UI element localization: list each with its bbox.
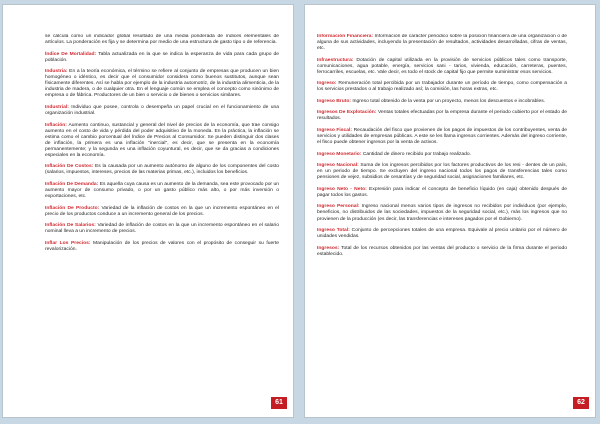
glossary-definition: Es aquella cuya causa es un aumento de la demanda, sea este provocado por un aumento mayor de consumo privado, o por un gasto público más alto, o por más inversión o exportaciones, etc. bbox=[45, 181, 279, 199]
glossary-definition: Cantidad de dinero recibido por trabajo realizado. bbox=[361, 151, 471, 157]
glossary-entry bbox=[317, 187, 567, 199]
right-page bbox=[304, 4, 596, 418]
glossary-entry bbox=[45, 123, 279, 159]
glossary-entry bbox=[317, 58, 567, 76]
glossary-definition: Recaudación del fisco que provienen de los pagos de impuestos de los contribuyentes, venta de servicios y utilidades de empresas públicas. A este se les llama ingresos corrientes. Además del ingreso corriente, el fisco puede obtener ingresos por la venta de activos. bbox=[317, 128, 567, 146]
glossary-term: Índice De Mortalidad: bbox=[45, 51, 97, 57]
glossary-term: Inflación: bbox=[45, 122, 67, 128]
glossary-term: Industria: bbox=[45, 69, 68, 75]
glossary-definition: Manipulación de los precios de valores con el propósito de conseguir su fuerte revalorización. bbox=[45, 240, 279, 252]
glossary-entry bbox=[317, 81, 567, 93]
left-page-content bbox=[45, 34, 279, 395]
glossary-term: Inflación De Salarios: bbox=[45, 223, 96, 229]
glossary-term: Ingreso Total: bbox=[317, 228, 350, 234]
glossary-term: Ingreso Bruto: bbox=[317, 98, 352, 104]
glossary-entry bbox=[45, 206, 279, 218]
glossary-definition: Total de los recursos obtenidos por las ventas del producto o servicio de la firma durante el periodo establecido. bbox=[317, 245, 567, 257]
left-page bbox=[2, 4, 294, 418]
glossary-definition: Ventas totales efectuadas por la empresa durante el periodo cubierto por el estado de resultados. bbox=[317, 110, 567, 122]
glossary-definition: Información de carácter periódico sobre la posición financiera de una organización o de alguna de sus actividades, incluyendo la presentación de resultados, actividades desarrolladas, cifras de ventas, etc. bbox=[317, 34, 567, 52]
glossary-entry bbox=[45, 34, 279, 46]
glossary-term: Ingreso Nacional: bbox=[317, 163, 359, 169]
glossary-term: Inflación De Demanda: bbox=[45, 181, 99, 187]
glossary-entry bbox=[317, 34, 567, 52]
glossary-term: Inflación De Producto: bbox=[45, 205, 100, 211]
glossary-entry bbox=[317, 246, 567, 258]
glossary-term: Información Financiera: bbox=[317, 34, 374, 39]
glossary-entry bbox=[45, 105, 279, 117]
glossary-definition: Variedad de inflación de costos en la que un incremento espontáneo en el salario nominal lleva a un incremento de precios. bbox=[45, 223, 279, 235]
glossary-definition: Dotación de capital utilizada en la provisión de servicios públicos tales como transporte, comunicaciones, agua potable, energía, servicios sani - tarios, vivienda, educación, carreteras, puentes, ferrocarriles, escuelas, etc. Vale decir, es todo el stock de capital fijo que permite suministrar esos servicios. bbox=[317, 57, 567, 75]
glossary-term: Ingreso Fiscal: bbox=[317, 128, 353, 134]
glossary-term: Infraestructura: bbox=[317, 57, 354, 63]
right-page-number: 62 bbox=[573, 397, 589, 409]
glossary-term: Ingresos: bbox=[317, 245, 340, 251]
glossary-definition: Suma de los ingresos percibidos por los factores productivos de los resi - dentes de un país, en un periodo de tiempo. Se excluyen del ingreso nacional todos los pagos de transferencias tales como pensiones de vejez, subsidios de cesantías y de seguridad social, asignaciones familiares, etc. bbox=[317, 163, 567, 181]
glossary-definition: Expresión para indicar el concepto de beneficio líquido (en caja) obtenido después de pagar todos los gastos. bbox=[317, 186, 567, 198]
glossary-entry bbox=[45, 241, 279, 253]
glossary-term: Inflar Los Precios: bbox=[45, 240, 91, 246]
glossary-entry bbox=[45, 223, 279, 235]
right-page-content bbox=[317, 34, 567, 395]
glossary-term: Ingreso Personal: bbox=[317, 204, 360, 210]
glossary-definition: se calcula como un indicador global resultado de una media ponderada de índices elementales de artículos. La ponderación es fija y se determina por medio de una estructura de gasto tipo o de referencia. bbox=[45, 34, 279, 46]
glossary-entry bbox=[317, 99, 567, 105]
glossary-term: Ingreso: bbox=[317, 81, 337, 87]
glossary-definition: Remuneración total percibida por un trabajador durante un período de tiempo, como compensación a los servicios prestados o al trabajo realizado así; la comisión, las horas extras, etc. bbox=[317, 81, 567, 93]
glossary-entry bbox=[45, 164, 279, 176]
glossary-entry bbox=[317, 152, 567, 158]
glossary-entry bbox=[317, 110, 567, 122]
glossary-entry bbox=[317, 163, 567, 181]
glossary-term: Ingreso Neto - Neto: bbox=[317, 186, 367, 192]
glossary-term: Ingresos De Explotación: bbox=[317, 110, 377, 116]
glossary-definition: Individuo que posee, controla o desempeña un papel crucial en el funcionamiento de una organización industrial. bbox=[45, 104, 279, 116]
glossary-definition: Ingreso total obtenido de la venta por un proyecto, menos los descuentos e incobrables. bbox=[351, 98, 546, 104]
glossary-entry bbox=[317, 204, 567, 222]
glossary-definition: Es la causada por un aumento autónomo de alguno de los componentes del costo (salarios, impuestos, intereses, precios de las materias primas, etc.), incluidos los beneficios. bbox=[45, 164, 279, 176]
glossary-entry bbox=[317, 128, 567, 146]
glossary-term: Inflación De Costos: bbox=[45, 164, 94, 170]
glossary-definition: En a la teoría económica, el término se refiere al conjunto de empresas que producen un bien homogéneo o idéntico, es decir que el consumidor considera como buenos sustitutos, aunque sean físicamente diferentes. Así se habla por ejemplo de la industria automotriz, de la industria alimenticia, de la industria de madera, o de cualquier otra. En el lenguaje común se emplea el concepto como sinónimo de empresa o de fábrica. Productores de un bien o servicio o de bienes o servicios similares. bbox=[45, 69, 279, 99]
glossary-term: Ingreso Monetario: bbox=[317, 151, 362, 157]
glossary-definition: Ingreso nacional menos varios tipos de ingresos no recibidos por individuos (por ejemplo, beneficios, no distribuidos de las sociedades, impuestos de la seguridad social, etc.), más los ingresos que no provienen de la producción (es decir, las transferencias e intereses pagados por el Gobierno). bbox=[317, 204, 567, 222]
glossary-entry bbox=[317, 228, 567, 240]
glossary-entry bbox=[45, 182, 279, 200]
glossary-definition: Tabla actualizada en la que se indica la esperanza de vida para cada grupo de población. bbox=[45, 51, 279, 63]
glossary-definition: Variedad de la inflación de costos en la que un incremento espontáneo en el precio de los productos conduce a un incremento general de los precios. bbox=[45, 205, 279, 217]
glossary-term: Industrial: bbox=[45, 104, 69, 110]
left-page-number: 61 bbox=[271, 397, 287, 409]
glossary-definition: Conjunto de percepciones totales de una empresa. Equivale al precio unitario por el número de unidades vendidas. bbox=[317, 228, 567, 240]
glossary-entry bbox=[45, 69, 279, 99]
glossary-definition: Aumento continuo, sustancial y general del nivel de precios de la economía, que trae consigo aumento en el costo de vida y pérdida del poder adquisitivo de la moneda. En la práctica, la inflación se estima como el cambio porcentual del Índice de Precios al Consumidor. Se pueden distinguir dos clases de inflación, la primera es una inflación "inercial", es decir, que se presenta en la economía permanentemente; y la segunda es una inflación coyuntural, es decir, que se da gracias a condiciones especiales en la economía. bbox=[45, 122, 279, 158]
glossary-entry bbox=[45, 52, 279, 64]
